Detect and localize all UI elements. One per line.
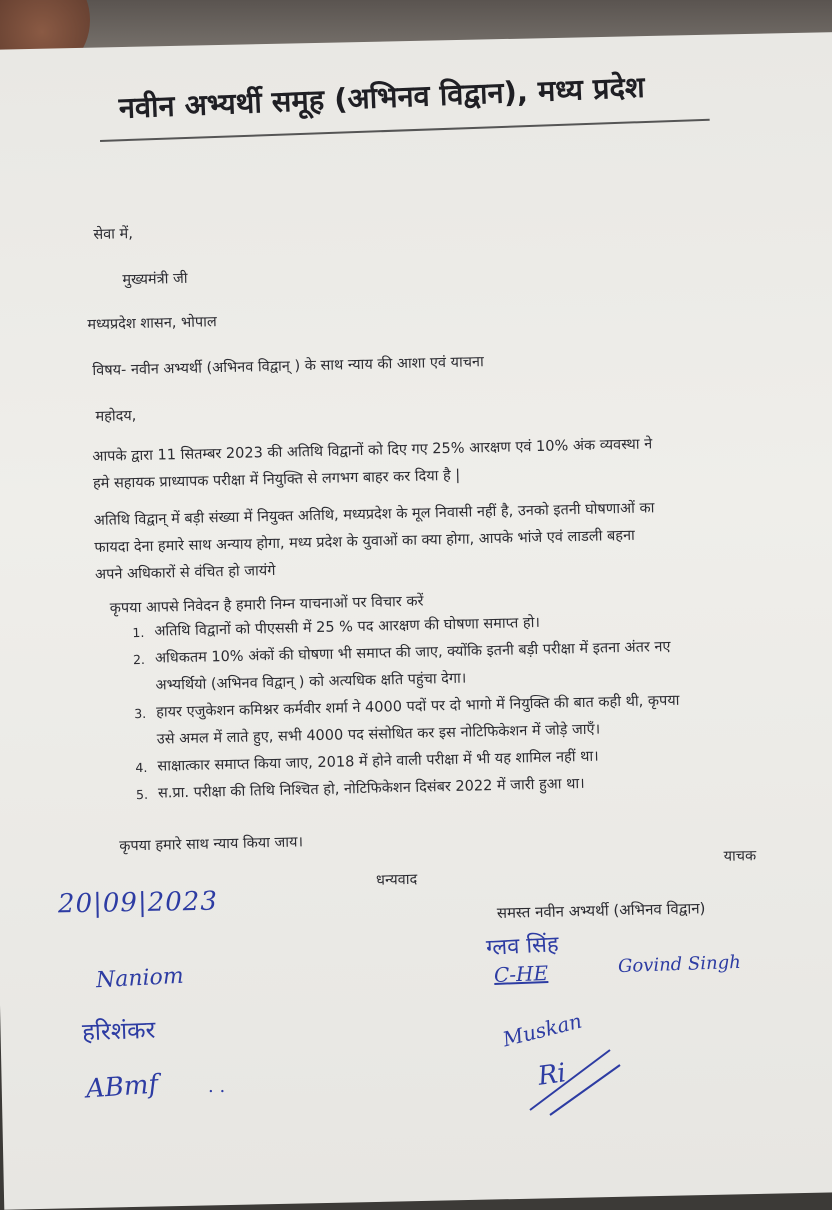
paragraph-line: आपके द्वारा 11 सितम्बर 2023 की अतिथि विद्वानों को दिए गए 25% आरक्षण एवं 10% अंक व्यवस्था ने	[92, 436, 653, 466]
handwritten-signature: ABmf	[85, 1069, 160, 1105]
salutation-to: सेवा में,	[93, 226, 134, 243]
request-intro: कृपया आपसे निवेदन है हमारी निम्न याचनाओं पर विचार करें	[109, 593, 424, 617]
subject-line: विषय- नवीन अभ्यर्थी (अभिनव विद्वान् ) के साथ न्याय की आशा एवं याचना	[92, 354, 484, 379]
handwritten-signature: ग्लव सिंह	[485, 932, 560, 961]
paragraph-line: अपने अधिकारों से वंचित हो जायंगे	[94, 562, 276, 583]
letter-heading: नवीन अभ्यर्थी समूह (अभिनव विद्वान), मध्य प्रदेश	[118, 69, 646, 125]
paragraph-line: अतिथि विद्वान् में बड़ी संख्या में नियुक्त अतिथि, मध्यप्रदेश के मूल निवासी नहीं है, उनको इतनी घोषणाओं का	[93, 500, 655, 530]
handwritten-signature: Govind Singh	[617, 951, 742, 978]
demand-text: साक्षात्कार समाप्त किया जाए, 2018 में होने वाली परीक्षा में भी यह शामिल नहीं था।	[157, 748, 599, 775]
paragraph-line: फायदा देना हमारे साथ अन्याय होगा, मध्य प्रदेश के युवाओं का क्या होगा, आपके भांजे एवं लाडली बहना	[94, 527, 635, 556]
greeting: महोदय,	[95, 408, 137, 425]
paragraph-1	[92, 429, 763, 498]
petitioner-label: याचक	[723, 848, 757, 865]
signatory-label: समस्त नवीन अभ्यर्थी (अभिनव विद्वान)	[496, 899, 706, 922]
demand-number: 2.	[132, 651, 146, 668]
recipient-office: मध्यप्रदेश शासन, भोपाल	[87, 314, 217, 334]
handwritten-signature: C-HE	[493, 961, 549, 987]
demand-text: अतिथि विद्वानों को पीएससी में 25 % पद आरक्षण की घोषणा समाप्त हो।	[154, 614, 541, 640]
demand-number: 3.	[134, 705, 147, 722]
demand-text: उसे अमल में लाते हुए, सभी 4000 पद संसोधित कर इस नोटिफिकेशन में जोड़े जाएँ।	[156, 721, 601, 748]
demand-text: अभ्यर्थियो (अभिनव विद्वान् ) को अत्यधिक क्षति पहुंचा देगा।	[155, 670, 467, 694]
demands-list	[132, 605, 776, 808]
handwritten-signature: हरिशंकर	[81, 1015, 156, 1047]
demand-number: 5.	[135, 786, 149, 803]
paragraph-2	[94, 493, 766, 589]
signature-scribble	[520, 1040, 630, 1120]
recipient: मुख्यमंत्री जी	[122, 270, 188, 289]
handwritten-signature: Naniom	[95, 963, 185, 994]
thanks-label: धन्यवाद	[375, 871, 418, 889]
closing-appeal: कृपया हमारे साथ न्याय किया जाय।	[119, 834, 304, 855]
handwritten-marks: . .	[208, 1076, 226, 1097]
demand-text: अधिकतम 10% अंकों की घोषणा भी समाप्त की जाए, क्योंकि इतनी बड़ी परीक्षा में इतना अंतर नए	[154, 638, 671, 667]
handwritten-signature: Ri	[536, 1058, 568, 1092]
demand-text: हायर एजुकेशन कमिश्नर कर्मवीर शर्मा ने 4000 पदों पर दो भागो में नियुक्ति की बात कही थी, कृपया	[156, 692, 680, 721]
demand-number: 4.	[135, 759, 148, 776]
handwritten-date: 20|09|2023	[57, 886, 219, 920]
demand-number: 1.	[132, 624, 145, 641]
demand-text: स.प्रा. परीक्षा की तिथि निश्चित हो, नोटिफिकेशन दिसंबर 2022 में जारी हुआ था।	[157, 775, 585, 802]
paragraph-line: हमे सहायक प्राध्यापक परीक्षा में नियुक्ति से लगभग बाहर कर दिया है |	[92, 467, 461, 493]
handwritten-signature: Muskan	[500, 1008, 585, 1052]
